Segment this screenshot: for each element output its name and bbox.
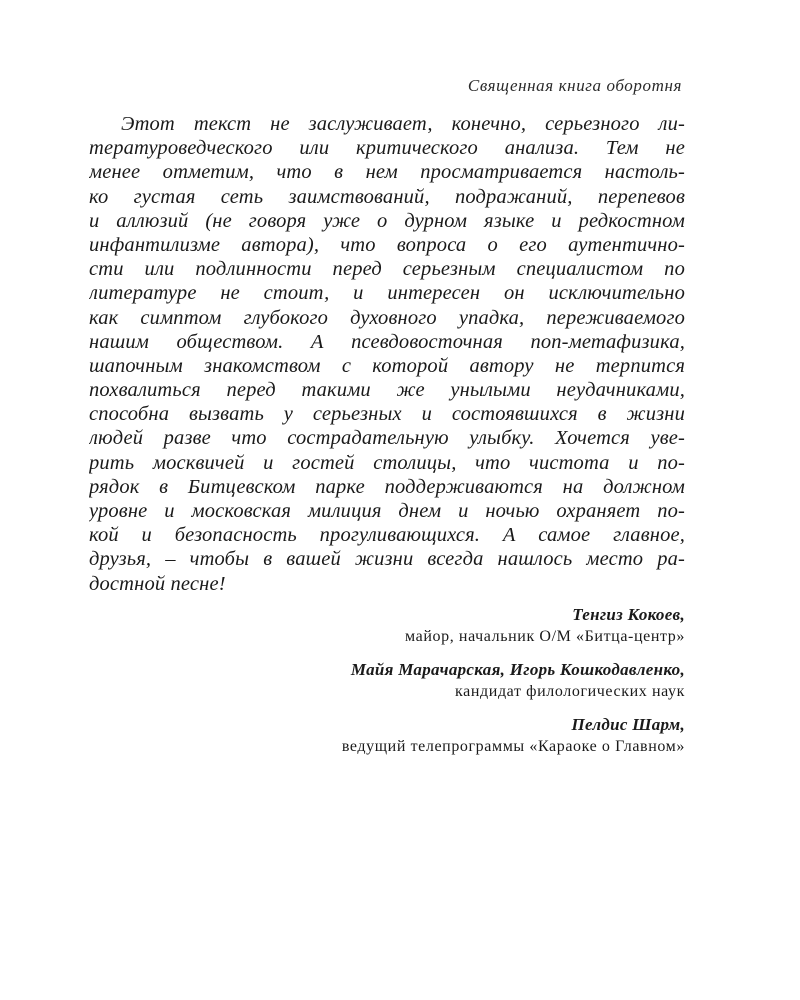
text-line: и аллюзий (не говоря уже о дурном языке и редкостном	[89, 209, 685, 232]
text-line: тературоведческого или критического анализа. Тем не	[89, 137, 685, 160]
signature-block	[165, 604, 685, 769]
text-line: ко густая сеть заимствований, подражаний, перепевов	[89, 185, 685, 208]
signature-name: Тенгиз Кокоев,	[572, 605, 685, 624]
text-line: рить москвичей и гостей столицы, что чистота и по-	[89, 451, 685, 474]
text-line: менее отметим, что в нем просматривается настоль-	[89, 161, 685, 184]
text-line: друзья, – чтобы в вашей жизни всегда нашлось место ра-	[89, 548, 685, 571]
text-line: способна вызвать у серьезных и состоявшихся в жизни	[89, 403, 685, 426]
text-line: достной песне!	[89, 572, 226, 595]
signature-role: майор, начальник О/М «Битца-центр»	[405, 628, 685, 645]
signature-role: кандидат филологических наук	[455, 683, 685, 700]
text-line: литературе не стоит, и интересен он исключительно	[89, 282, 685, 305]
text-line: как симптом глубокого духовного упадка, переживаемого	[89, 306, 685, 329]
body-paragraph	[89, 112, 685, 595]
text-line: нашим обществом. А псевдовосточная поп-метафизика,	[89, 330, 685, 353]
text-line: кой и безопасность прогуливающихся. А самое главное,	[89, 524, 685, 547]
text-line: шапочным знакомством с которой автору не терпится	[89, 354, 685, 377]
signature-name: Майя Марачарская, Игорь Кошкодавленко,	[350, 660, 685, 679]
signature-entry	[165, 604, 685, 647]
text-line: людей разве что сострадательную улыбку. Хочется уве-	[89, 427, 685, 450]
signature-role: ведущий телепрограммы «Караоке о Главном»	[341, 738, 685, 755]
text-line: сти или подлинности перед серьезным специалистом по	[89, 258, 685, 281]
running-header: Священная книга оборотня	[467, 76, 682, 95]
text-line: похвалиться перед такими же унылыми неудачниками,	[89, 379, 685, 402]
text-line: инфантилизме автора), что вопроса о его аутентичнo-	[89, 233, 685, 256]
text-line: уровне и московская милиция днем и ночью охраняет по-	[89, 500, 685, 522]
text-line: Этот текст не заслуживает, конечно, серьезного ли-	[121, 113, 685, 135]
signature-name: Пелдис Шарм,	[571, 715, 685, 734]
signature-entry	[165, 659, 685, 702]
text-line: рядок в Битцевском парке поддерживаются на должном	[89, 475, 685, 498]
signature-entry	[165, 714, 685, 757]
